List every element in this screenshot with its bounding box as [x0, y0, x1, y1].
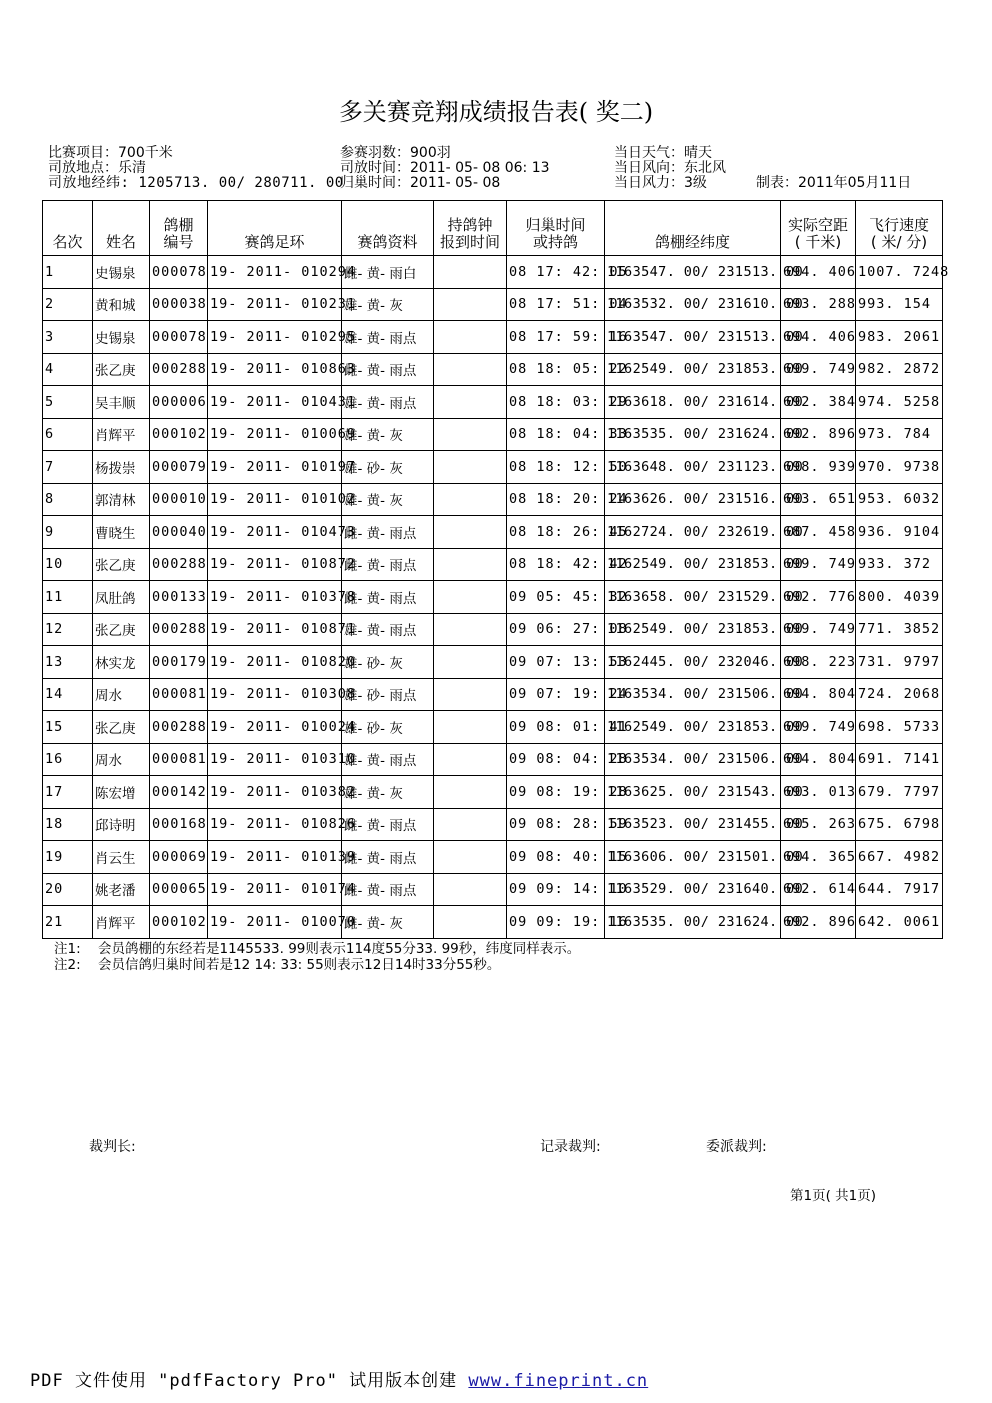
loft-id-cell: 000288	[150, 353, 208, 386]
clock-cell	[434, 873, 507, 906]
footer-link[interactable]: www.fineprint.cn	[468, 1371, 649, 1391]
coordinates-cell: 1162549. 00/ 231853. 00	[605, 548, 781, 581]
name-cell: 杨拨崇	[93, 451, 150, 484]
info-cell: 雄- 黄- 雨点	[342, 743, 434, 776]
weather: 当日天气：晴天	[614, 145, 712, 161]
rank-cell: 4	[43, 353, 93, 386]
table-row	[43, 711, 943, 744]
name-cell: 史锡泉	[93, 321, 150, 354]
speed-cell: 933. 372	[856, 548, 943, 581]
info-cell: 雄- 黄- 雨点	[342, 386, 434, 419]
distance-cell: 698. 939	[781, 451, 856, 484]
distance-cell: 694. 804	[781, 678, 856, 711]
table-row	[43, 256, 943, 289]
rank-cell: 21	[43, 906, 93, 939]
table-row	[43, 646, 943, 679]
made-date: 制表：2011年05月11日	[756, 175, 912, 191]
header-rank: 名次	[43, 201, 93, 256]
chief-referee-label: 裁判长:	[89, 1139, 136, 1155]
distance-cell: 698. 223	[781, 646, 856, 679]
name-cell: 凤肚鸽	[93, 581, 150, 614]
name-cell: 张乙庚	[93, 353, 150, 386]
clock-cell	[434, 288, 507, 321]
return-time-cell: 08 17: 51: 04	[507, 288, 605, 321]
speed-cell: 1007. 7248	[856, 256, 943, 289]
rank-cell: 14	[43, 678, 93, 711]
note-text: 会员信鸽归巢时间若是12 14: 33: 55则表示12日14时33分55秒。	[98, 957, 501, 973]
info-cell: 雄- 黄- 灰	[342, 418, 434, 451]
table-row	[43, 678, 943, 711]
distance-cell: 694. 365	[781, 841, 856, 874]
results-table	[42, 200, 950, 939]
return-time-cell: 09 08: 28: 59	[507, 808, 605, 841]
loft-id-cell: 000040	[150, 516, 208, 549]
coordinates-cell: 1163648. 00/ 231123. 00	[605, 451, 781, 484]
distance-cell: 694. 406	[781, 256, 856, 289]
distance-cell: 695. 263	[781, 808, 856, 841]
ring-cell: 19- 2011- 010294	[208, 256, 342, 289]
speed-cell: 771. 3852	[856, 613, 943, 646]
name-cell: 肖辉平	[93, 418, 150, 451]
speed-cell: 667. 4982	[856, 841, 943, 874]
loft-id-cell: 000102	[150, 906, 208, 939]
loft-id-cell: 000006	[150, 386, 208, 419]
table-row	[43, 386, 943, 419]
speed-cell: 936. 9104	[856, 516, 943, 549]
clock-cell	[434, 321, 507, 354]
coordinates-cell: 1162724. 00/ 232619. 00	[605, 516, 781, 549]
coordinates-cell: 1163535. 00/ 231624. 00	[605, 906, 781, 939]
return-time-cell: 08 18: 12: 50	[507, 451, 605, 484]
ring-cell: 19- 2011- 010024	[208, 711, 342, 744]
distance-cell: 699. 749	[781, 613, 856, 646]
page-title: 多关赛竞翔成绩报告表( 奖二)	[338, 98, 654, 126]
loft-id-cell: 000179	[150, 646, 208, 679]
speed-cell: 698. 5733	[856, 711, 943, 744]
return-time-cell: 08 17: 59: 16	[507, 321, 605, 354]
table-row	[43, 451, 943, 484]
return-time-cell: 09 08: 01: 41	[507, 711, 605, 744]
table-row	[43, 743, 943, 776]
coordinates-cell: 1163618. 00/ 231614. 00	[605, 386, 781, 419]
coordinates-cell: 1162549. 00/ 231853. 00	[605, 613, 781, 646]
header-loft-coordinates: 鸽棚经纬度	[605, 201, 781, 256]
name-cell: 张乙庚	[93, 613, 150, 646]
loft-id-cell: 000038	[150, 288, 208, 321]
loft-id-cell: 000078	[150, 321, 208, 354]
table-row	[43, 581, 943, 614]
speed-cell: 973. 784	[856, 418, 943, 451]
recording-referee-label: 记录裁判:	[540, 1139, 601, 1155]
name-cell: 张乙庚	[93, 548, 150, 581]
note-label: 注2:	[54, 957, 81, 973]
rank-cell: 6	[43, 418, 93, 451]
release-coordinates: 司放地经纬: 1205713. 00/ 280711. 00	[48, 175, 344, 191]
distance-cell: 694. 406	[781, 321, 856, 354]
loft-id-cell: 000168	[150, 808, 208, 841]
return-time-cell: 08 18: 42: 42	[507, 548, 605, 581]
speed-cell: 679. 7797	[856, 776, 943, 809]
clock-cell	[434, 776, 507, 809]
table-row	[43, 841, 943, 874]
distance-cell: 699. 749	[781, 711, 856, 744]
footer-text: PDF 文件使用 "pdfFactory Pro" 试用版本创建	[30, 1371, 469, 1391]
ring-cell: 19- 2011- 010871	[208, 613, 342, 646]
coordinates-cell: 1163534. 00/ 231506. 00	[605, 678, 781, 711]
wind-direction: 当日风向：东北风	[614, 160, 726, 176]
coordinates-cell: 1163535. 00/ 231624. 00	[605, 418, 781, 451]
ring-cell: 19- 2011- 010295	[208, 321, 342, 354]
speed-cell: 953. 6032	[856, 483, 943, 516]
rank-cell: 20	[43, 873, 93, 906]
rank-cell: 5	[43, 386, 93, 419]
note-text: 会员鸽棚的东经若是1145533. 99则表示114度55分33. 99秒，纬度同样表示。	[98, 941, 581, 957]
return-time-cell: 08 18: 03: 29	[507, 386, 605, 419]
ring-cell: 19- 2011- 010174	[208, 873, 342, 906]
ring-cell: 19- 2011- 010308	[208, 678, 342, 711]
info-cell: 雌- 黄- 雨点	[342, 808, 434, 841]
speed-cell: 970. 9738	[856, 451, 943, 484]
coordinates-cell: 1163606. 00/ 231501. 00	[605, 841, 781, 874]
name-cell: 姚老潘	[93, 873, 150, 906]
info-cell: 雌- 黄- 雨点	[342, 548, 434, 581]
coordinates-cell: 1162549. 00/ 231853. 00	[605, 353, 781, 386]
clock-cell	[434, 743, 507, 776]
coordinates-cell: 1163658. 00/ 231529. 00	[605, 581, 781, 614]
note-1	[54, 941, 580, 957]
name-cell: 周水	[93, 678, 150, 711]
notes	[54, 941, 580, 973]
loft-id-cell: 000010	[150, 483, 208, 516]
info-cell: 雌- 黄- 雨点	[342, 581, 434, 614]
table-row	[43, 353, 943, 386]
return-time-cell: 09 08: 40: 15	[507, 841, 605, 874]
distance-cell: 692. 384	[781, 386, 856, 419]
rank-cell: 1	[43, 256, 93, 289]
rank-cell: 2	[43, 288, 93, 321]
return-time-cell: 08 18: 04: 33	[507, 418, 605, 451]
distance-cell: 687. 458	[781, 516, 856, 549]
distance-cell: 693. 288	[781, 288, 856, 321]
rank-cell: 8	[43, 483, 93, 516]
info-cell: 雄- 黄- 雨点	[342, 321, 434, 354]
loft-id-cell: 000102	[150, 418, 208, 451]
name-cell: 吴丰顺	[93, 386, 150, 419]
info-cell: 雌- 黄- 雨白	[342, 256, 434, 289]
rank-cell: 11	[43, 581, 93, 614]
coordinates-cell: 1163625. 00/ 231543. 00	[605, 776, 781, 809]
rank-cell: 7	[43, 451, 93, 484]
table-row	[43, 808, 943, 841]
wind-force: 当日风力：3级	[614, 175, 707, 191]
ring-cell: 19- 2011- 010310	[208, 743, 342, 776]
header-loft-id: 鸽棚 编号	[150, 201, 208, 256]
coordinates-cell: 1162445. 00/ 232046. 00	[605, 646, 781, 679]
return-time-cell: 09 06: 27: 08	[507, 613, 605, 646]
loft-id-cell: 000288	[150, 613, 208, 646]
ring-cell: 19- 2011- 010473	[208, 516, 342, 549]
ring-cell: 19- 2011- 010070	[208, 906, 342, 939]
distance-cell: 692. 896	[781, 906, 856, 939]
info-cell: 雌- 黄- 雨点	[342, 873, 434, 906]
coordinates-cell: 1162549. 00/ 231853. 00	[605, 711, 781, 744]
table-row	[43, 288, 943, 321]
clock-cell	[434, 548, 507, 581]
info-cell: 雄- 砂- 灰	[342, 711, 434, 744]
return-time-cell: 09 07: 19: 24	[507, 678, 605, 711]
return-time-cell: 09 08: 19: 28	[507, 776, 605, 809]
distance-cell: 692. 896	[781, 418, 856, 451]
delegate-referee-label: 委派裁判:	[706, 1139, 767, 1155]
return-date: 归巢时间：2011- 05- 08	[340, 175, 501, 191]
distance-cell: 693. 013	[781, 776, 856, 809]
distance-cell: 693. 651	[781, 483, 856, 516]
loft-id-cell: 000142	[150, 776, 208, 809]
release-location: 司放地点：乐清	[48, 160, 146, 176]
info-cell: 雌- 黄- 雨点	[342, 516, 434, 549]
race-item: 比赛项目：700千米	[48, 145, 173, 161]
name-cell: 张乙庚	[93, 711, 150, 744]
speed-cell: 724. 2068	[856, 678, 943, 711]
clock-cell	[434, 613, 507, 646]
loft-id-cell: 000081	[150, 678, 208, 711]
return-time-cell: 08 18: 20: 24	[507, 483, 605, 516]
loft-id-cell: 000081	[150, 743, 208, 776]
clock-cell	[434, 418, 507, 451]
note-2	[54, 957, 580, 973]
pdf-footer	[30, 1366, 648, 1391]
speed-cell: 642. 0061	[856, 906, 943, 939]
return-time-cell: 08 17: 42: 05	[507, 256, 605, 289]
ring-cell: 19- 2011- 010872	[208, 548, 342, 581]
ring-cell: 19- 2011- 010231	[208, 288, 342, 321]
rank-cell: 17	[43, 776, 93, 809]
info-cell: 雄- 黄- 灰	[342, 288, 434, 321]
loft-id-cell: 000065	[150, 873, 208, 906]
ring-cell: 19- 2011- 010069	[208, 418, 342, 451]
ring-cell: 19- 2011- 010197	[208, 451, 342, 484]
ring-cell: 19- 2011- 010431	[208, 386, 342, 419]
table-row	[43, 483, 943, 516]
info-cell: 雄- 黄- 灰	[342, 776, 434, 809]
info-cell: 雌- 黄- 灰	[342, 906, 434, 939]
clock-cell	[434, 646, 507, 679]
speed-cell: 731. 9797	[856, 646, 943, 679]
page-number: 第1页( 共1页)	[790, 1188, 877, 1204]
name-cell: 肖辉平	[93, 906, 150, 939]
coordinates-cell: 1163547. 00/ 231513. 00	[605, 321, 781, 354]
clock-cell	[434, 581, 507, 614]
ring-cell: 19- 2011- 010863	[208, 353, 342, 386]
rank-cell: 15	[43, 711, 93, 744]
table-row	[43, 873, 943, 906]
clock-cell	[434, 483, 507, 516]
clock-cell	[434, 678, 507, 711]
info-cell: 雌- 黄- 雨点	[342, 841, 434, 874]
table-row	[43, 776, 943, 809]
table-body	[43, 256, 950, 939]
loft-id-cell: 000069	[150, 841, 208, 874]
clock-cell	[434, 256, 507, 289]
rank-cell: 18	[43, 808, 93, 841]
table-row	[43, 418, 943, 451]
name-cell: 黄和城	[93, 288, 150, 321]
coordinates-cell: 1163529. 00/ 231640. 00	[605, 873, 781, 906]
header-pigeon-info: 赛鸽资料	[342, 201, 434, 256]
distance-cell: 692. 776	[781, 581, 856, 614]
header-clock-time: 持鸽钟 报到时间	[434, 201, 507, 256]
meta-right	[614, 146, 726, 191]
clock-cell	[434, 841, 507, 874]
name-cell: 周水	[93, 743, 150, 776]
table-header-row	[43, 201, 943, 256]
rank-cell: 10	[43, 548, 93, 581]
coordinates-cell: 1163547. 00/ 231513. 00	[605, 256, 781, 289]
info-cell: 雄- 砂- 灰	[342, 646, 434, 679]
rank-cell: 13	[43, 646, 93, 679]
loft-id-cell: 000133	[150, 581, 208, 614]
info-cell: 雌- 黄- 雨点	[342, 353, 434, 386]
rank-cell: 3	[43, 321, 93, 354]
distance-cell: 699. 749	[781, 548, 856, 581]
distance-cell: 694. 804	[781, 743, 856, 776]
coordinates-cell: 1163626. 00/ 231516. 00	[605, 483, 781, 516]
table-row	[43, 906, 943, 939]
clock-cell	[434, 386, 507, 419]
coordinates-cell: 1163534. 00/ 231506. 00	[605, 743, 781, 776]
rank-cell: 9	[43, 516, 93, 549]
ring-cell: 19- 2011- 010826	[208, 808, 342, 841]
speed-cell: 974. 5258	[856, 386, 943, 419]
return-time-cell: 09 09: 19: 16	[507, 906, 605, 939]
rank-cell: 16	[43, 743, 93, 776]
entry-count: 参赛羽数：900羽	[340, 145, 451, 161]
speed-cell: 993. 154	[856, 288, 943, 321]
clock-cell	[434, 353, 507, 386]
clock-cell	[434, 451, 507, 484]
name-cell: 史锡泉	[93, 256, 150, 289]
return-time-cell: 08 18: 26: 45	[507, 516, 605, 549]
table-row	[43, 516, 943, 549]
clock-cell	[434, 906, 507, 939]
ring-cell: 19- 2011- 010102	[208, 483, 342, 516]
return-time-cell: 09 09: 14: 10	[507, 873, 605, 906]
table-row	[43, 321, 943, 354]
ring-cell: 19- 2011- 010378	[208, 581, 342, 614]
return-time-cell: 09 05: 45: 32	[507, 581, 605, 614]
header-name: 姓名	[93, 201, 150, 256]
speed-cell: 982. 2872	[856, 353, 943, 386]
meta-middle	[340, 146, 550, 191]
coordinates-cell: 1163523. 00/ 231455. 00	[605, 808, 781, 841]
name-cell: 林实龙	[93, 646, 150, 679]
name-cell: 曹晓生	[93, 516, 150, 549]
name-cell: 邱诗明	[93, 808, 150, 841]
clock-cell	[434, 711, 507, 744]
loft-id-cell: 000079	[150, 451, 208, 484]
ring-cell: 19- 2011- 010382	[208, 776, 342, 809]
name-cell: 郭清林	[93, 483, 150, 516]
clock-cell	[434, 516, 507, 549]
table-row	[43, 613, 943, 646]
info-cell: 雄- 砂- 灰	[342, 451, 434, 484]
info-cell: 雄- 黄- 灰	[342, 483, 434, 516]
ring-cell: 19- 2011- 010820	[208, 646, 342, 679]
return-time-cell: 08 18: 05: 22	[507, 353, 605, 386]
speed-cell: 800. 4039	[856, 581, 943, 614]
note-label: 注1:	[54, 941, 81, 957]
header-distance: 实际空距 ( 千米)	[781, 201, 856, 256]
name-cell: 肖云生	[93, 841, 150, 874]
distance-cell: 699. 749	[781, 353, 856, 386]
distance-cell: 692. 614	[781, 873, 856, 906]
loft-id-cell: 000078	[150, 256, 208, 289]
meta-left	[48, 146, 344, 191]
coordinates-cell: 1163532. 00/ 231610. 00	[605, 288, 781, 321]
return-time-cell: 09 08: 04: 28	[507, 743, 605, 776]
release-time: 司放时间：2011- 05- 08 06: 13	[340, 160, 550, 176]
info-cell: 雄- 砂- 雨点	[342, 678, 434, 711]
name-cell: 陈宏增	[93, 776, 150, 809]
loft-id-cell: 000288	[150, 548, 208, 581]
loft-id-cell: 000288	[150, 711, 208, 744]
rank-cell: 12	[43, 613, 93, 646]
speed-cell: 644. 7917	[856, 873, 943, 906]
header-return-time: 归巢时间 或持鸽	[507, 201, 605, 256]
header-ring-number: 赛鸽足环	[208, 201, 342, 256]
ring-cell: 19- 2011- 010139	[208, 841, 342, 874]
table-row	[43, 548, 943, 581]
return-time-cell: 09 07: 13: 53	[507, 646, 605, 679]
rank-cell: 19	[43, 841, 93, 874]
speed-cell: 675. 6798	[856, 808, 943, 841]
speed-cell: 691. 7141	[856, 743, 943, 776]
speed-cell: 983. 2061	[856, 321, 943, 354]
info-cell: 雄- 黄- 雨点	[342, 613, 434, 646]
clock-cell	[434, 808, 507, 841]
header-speed: 飞行速度 ( 米/ 分)	[856, 201, 943, 256]
